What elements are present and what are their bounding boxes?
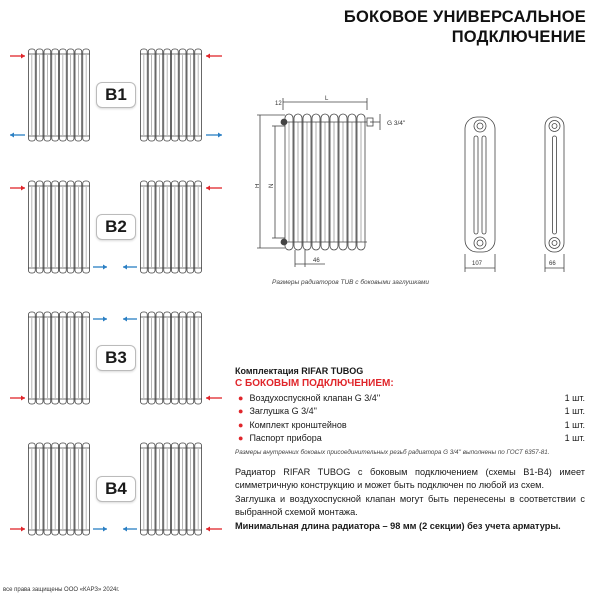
bullet-icon: ● [238, 419, 244, 430]
description-p1: Радиатор RIFAR TUBOG с боковым подключением (схемы B1-B4) имеет симметричную конструкцию и может быть подключен по любой из схем. [235, 467, 585, 491]
flow-arrow-icon [206, 396, 222, 401]
flow-arrow-icon [206, 54, 222, 59]
radiator-left [28, 49, 90, 141]
kit-heading: Комплектация RIFAR TUBOG [235, 366, 364, 376]
flow-arrow-icon [10, 133, 25, 138]
flow-arrow-icon [206, 186, 222, 191]
kit-item-name: Паспорт прибора [249, 433, 322, 443]
kit-item-name: Комплект кронштейнов [249, 419, 347, 430]
dim-H: H [255, 183, 261, 188]
radiator-right [140, 181, 202, 273]
radiator-right [140, 312, 202, 404]
flow-arrow-icon [10, 54, 25, 59]
flow-arrow-icon [123, 265, 137, 270]
kit-section [235, 366, 585, 456]
title-line-2: ПОДКЛЮЧЕНИЕ [451, 28, 586, 46]
bullet-icon: ● [238, 406, 244, 416]
radiator-left [28, 181, 90, 273]
radiator-side-view-66 [545, 117, 564, 272]
kit-item [235, 433, 585, 443]
scheme-b4 [0, 440, 235, 540]
kit-item-qty: 1 шт. [564, 419, 585, 430]
radiator-left [28, 443, 90, 535]
scheme-b1 [0, 46, 235, 146]
flow-arrow-icon [123, 527, 137, 532]
scheme-b2 [0, 178, 235, 278]
dim-107: 107 [472, 261, 483, 267]
flow-arrow-icon [10, 527, 25, 532]
flow-arrow-icon [93, 317, 107, 322]
flow-arrow-icon [123, 317, 137, 322]
description-p3: Минимальная длина радиатора – 98 мм (2 секции) без учета арматуры. [235, 520, 561, 531]
flow-arrow-icon [93, 265, 107, 270]
flow-arrow-icon [93, 527, 107, 532]
kit-item-qty: 1 шт. [564, 392, 585, 403]
flow-arrow-icon [10, 396, 25, 401]
scheme-label: B1 [96, 82, 136, 108]
flow-arrow-icon [206, 527, 222, 532]
page-title [344, 7, 586, 47]
radiator-left [28, 312, 90, 404]
title-line-1: БОКОВОЕ УНИВЕРСАЛЬНОЕ [343, 8, 586, 26]
kit-item-qty: 1 шт. [564, 406, 585, 416]
flow-arrow-icon [10, 186, 25, 191]
radiator-front-view [257, 98, 380, 267]
kit-note: Размеры внутренних боковых присоединительных резьб радиатора G 3/4'' выполнены по ГОСТ 6357-81. [235, 449, 550, 456]
dimension-drawing [255, 92, 600, 277]
dim-L: L [325, 96, 329, 102]
bullet-icon: ● [238, 392, 244, 403]
flow-arrow-icon [206, 133, 222, 138]
kit-item [235, 420, 585, 430]
dim-66: 66 [549, 261, 556, 267]
dim-N: N [269, 183, 275, 188]
description [235, 466, 585, 533]
kit-item-name: Заглушка G 3/4'' [249, 406, 318, 416]
description-p2: Заглушка и воздухоспускной клапан могут быть перенесены в соответствии с выбранной схемой монтажа. [235, 493, 585, 518]
dim-12: 12 [275, 101, 282, 107]
scheme-label: B2 [96, 214, 136, 240]
scheme-label: B4 [96, 476, 136, 502]
radiator-side-view-107 [465, 117, 495, 272]
scheme-b3 [0, 309, 235, 409]
bullet-icon: ● [238, 433, 244, 443]
kit-item [235, 393, 585, 403]
radiator-right [140, 49, 202, 141]
scheme-label: B3 [96, 345, 136, 371]
radiator-right [140, 443, 202, 535]
kit-subheading: С БОКОВЫМ ПОДКЛЮЧЕНИЕМ: [235, 378, 394, 389]
kit-item-qty: 1 шт. [564, 433, 585, 443]
kit-item-name: Воздухоспускной клапан G 3/4'' [249, 392, 381, 403]
drawing-caption: Размеры радиаторов TUB с боковыми заглушками [272, 279, 430, 286]
copyright: все права защищены ООО «КАРЗ» 2024г. [3, 587, 120, 593]
dim-thread: G 3/4'' [387, 120, 406, 127]
dim-46: 46 [313, 258, 320, 264]
kit-item [235, 406, 585, 416]
